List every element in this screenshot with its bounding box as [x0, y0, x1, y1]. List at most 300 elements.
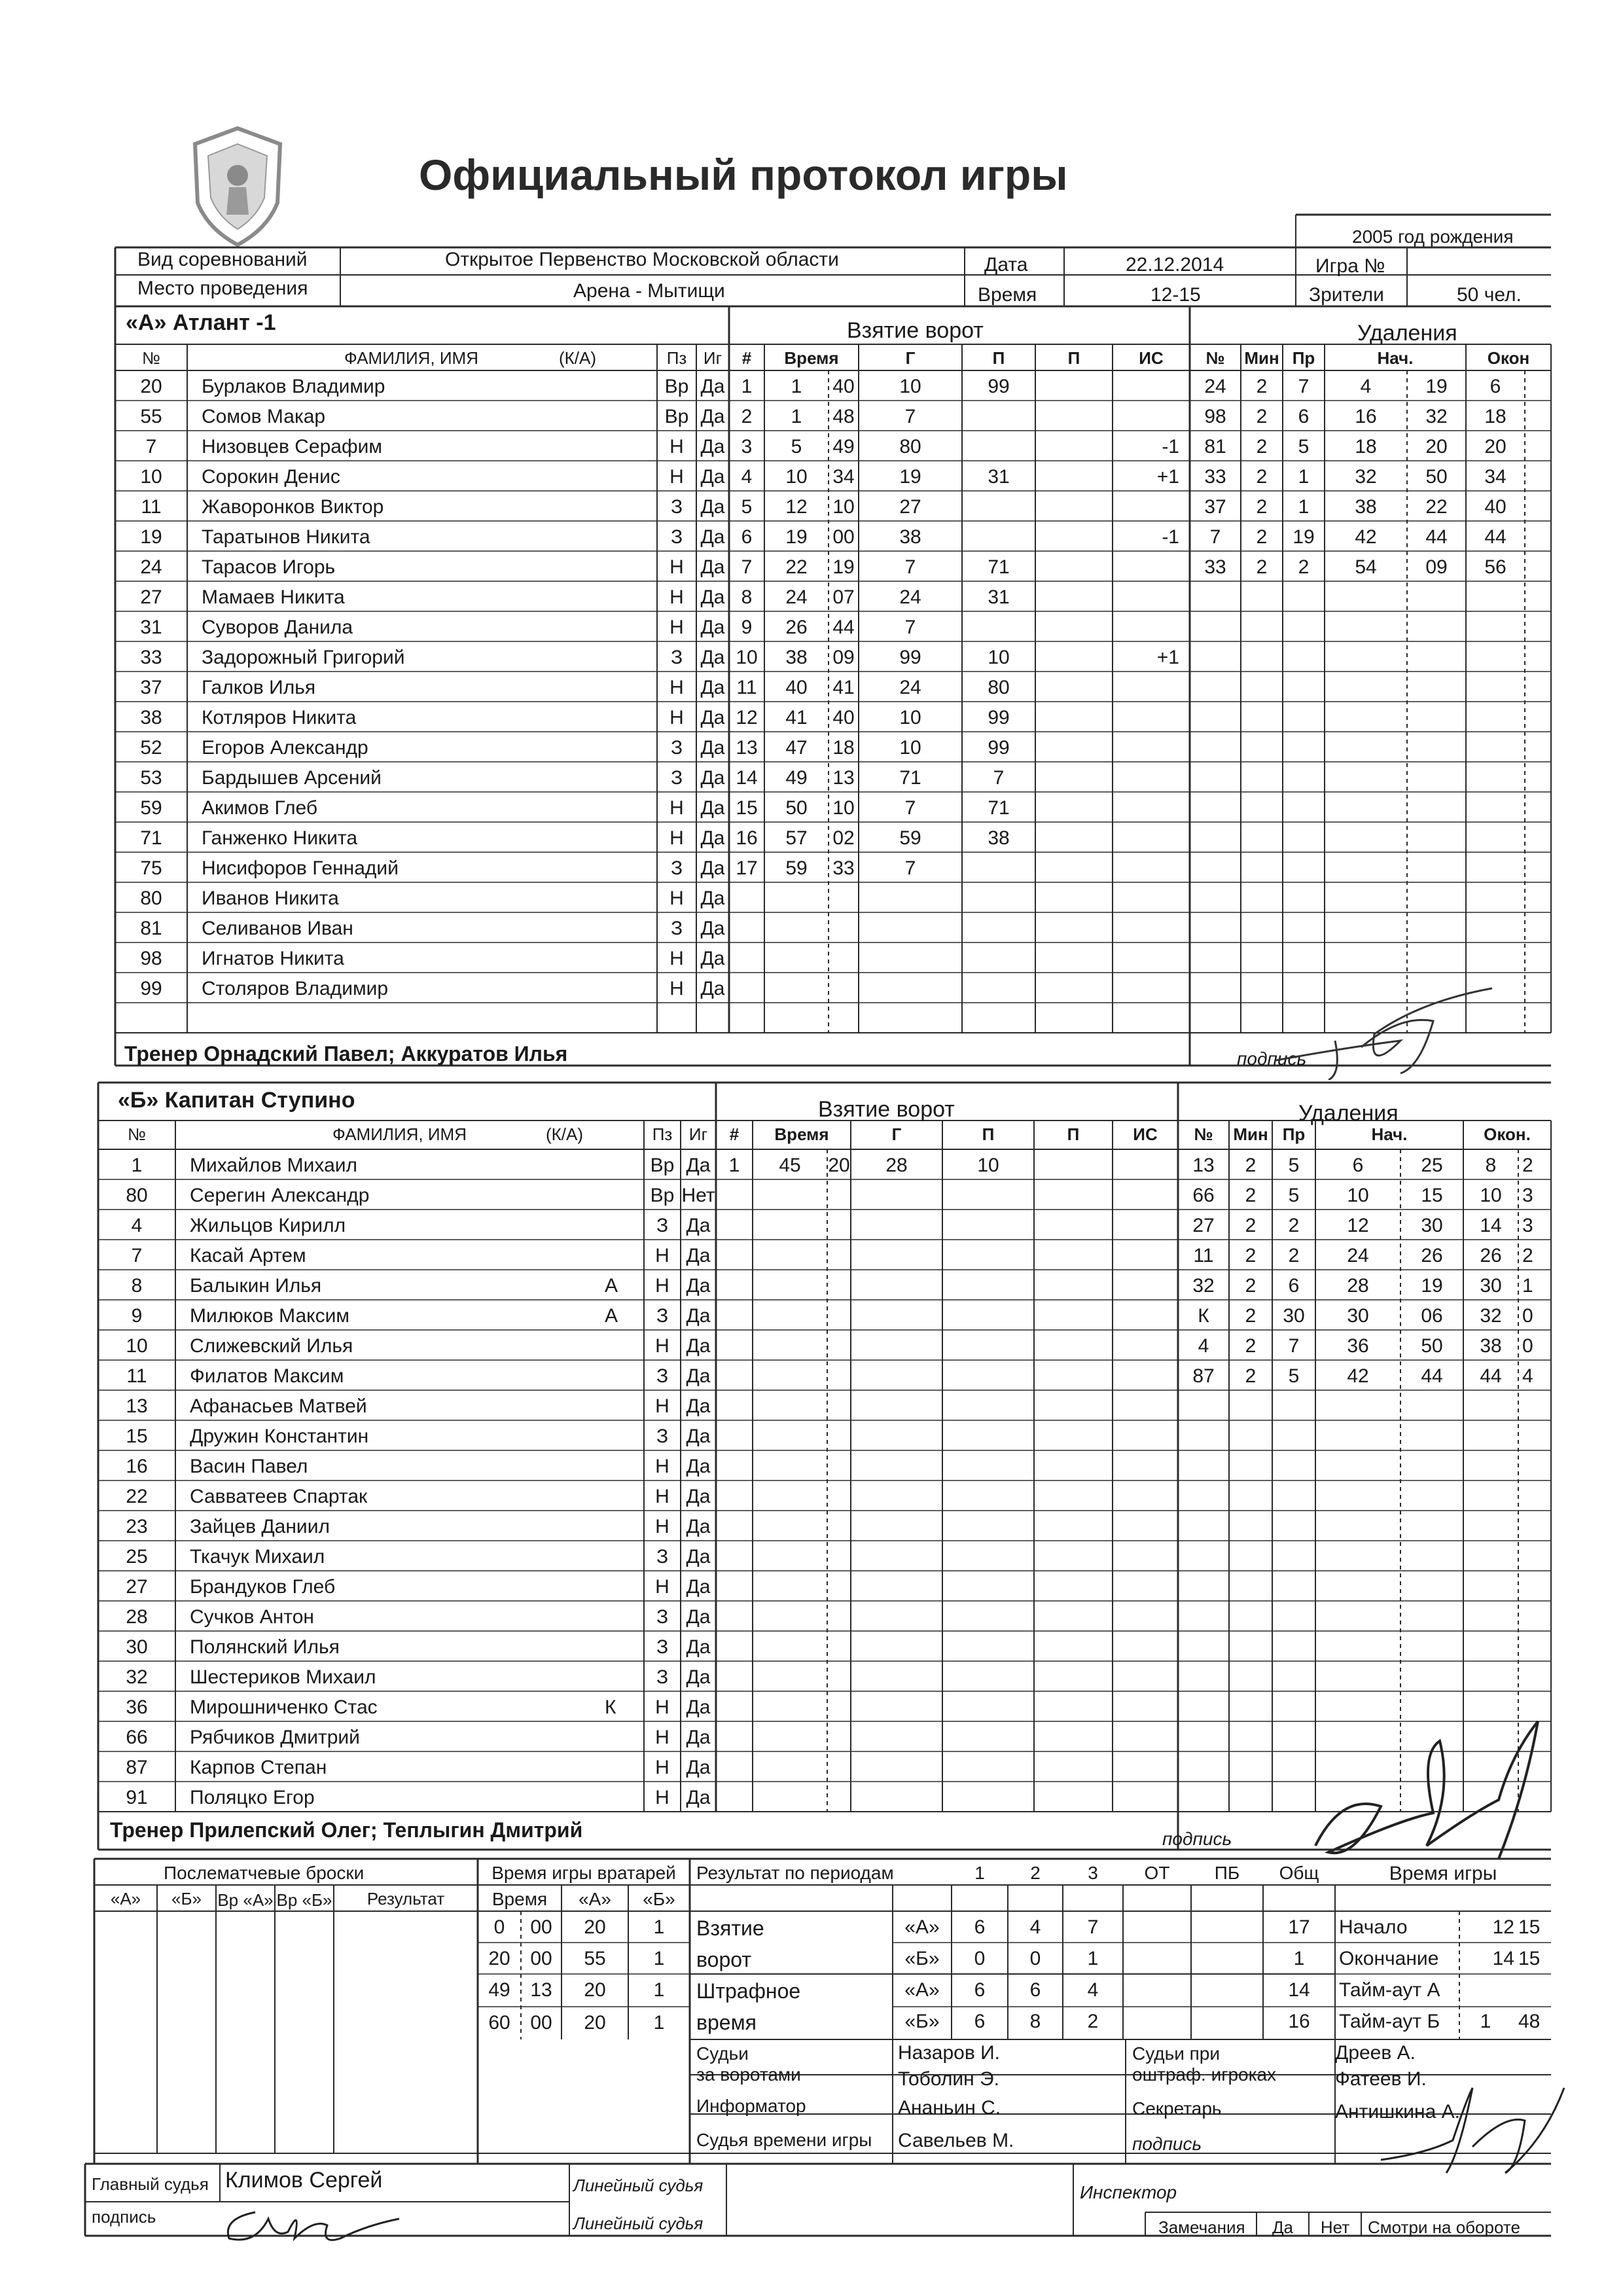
team-a-penalties-title: Удаления: [1357, 321, 1457, 346]
player-captain-mark: А: [605, 1305, 618, 1327]
goal-minute: 47: [785, 737, 808, 759]
goal-minute: 50: [785, 797, 808, 819]
goal-assist-1: 71: [988, 797, 1010, 819]
penalty-judges-label: Судьи при: [1132, 2043, 1221, 2064]
informer-name: Ананьин С.: [898, 2097, 1001, 2119]
player-number: 4: [131, 1215, 143, 1236]
player-name: Бардышев Арсений: [202, 767, 382, 789]
player-number: 98: [140, 948, 162, 969]
period-team-tag: «А»: [904, 1979, 940, 2001]
player-position: З: [670, 857, 683, 879]
header-assist-2: П: [1067, 1124, 1080, 1144]
player-position: Н: [655, 1787, 669, 1808]
period-value: 6: [1029, 1979, 1041, 2001]
player-number: 36: [126, 1696, 148, 1718]
goal-second: 49: [832, 436, 855, 457]
penalty-start-second: 32: [1425, 406, 1448, 427]
period-value: 0: [1029, 1948, 1041, 1969]
goal-assist-1: 31: [988, 466, 1010, 488]
team-a-goals-title: Взятие ворот: [847, 318, 984, 343]
player-position: З: [670, 737, 683, 759]
header-name: ФАМИЛИЯ, ИМЯ: [332, 1124, 467, 1144]
player-played: Да: [686, 1727, 711, 1748]
period-value: 8: [1029, 2011, 1041, 2032]
player-name: Зайцев Даниил: [190, 1516, 330, 1537]
player-position: Н: [669, 707, 684, 728]
player-name: Суворов Данила: [202, 617, 353, 638]
player-number: 38: [140, 707, 162, 728]
goal-assist-1: 10: [977, 1155, 999, 1176]
goal-number: 7: [741, 556, 753, 578]
player-position: Н: [669, 978, 684, 999]
header-played: Иг: [688, 1124, 708, 1144]
game-start-label: Начало: [1339, 1916, 1408, 1938]
penalty-reason: 19: [1293, 526, 1315, 548]
goal-scorer: 27: [899, 496, 921, 518]
date-value: 22.12.2014: [1126, 254, 1224, 276]
period-team-tag: «Б»: [904, 2011, 940, 2032]
goalie-minute: 20: [488, 1948, 510, 1969]
goalie-a-header: «А»: [579, 1889, 611, 1909]
penalty-minutes: 2: [1245, 1155, 1257, 1176]
header-pen-end: Окон: [1487, 348, 1530, 368]
player-name: Мирошниченко Стас: [190, 1696, 378, 1718]
goal-second: 33: [832, 857, 855, 879]
player-played: Да: [700, 857, 725, 879]
player-number: 33: [140, 647, 162, 668]
goal-second: 40: [832, 376, 855, 397]
player-captain-mark: А: [605, 1275, 618, 1297]
goalie-a-number: 20: [584, 1979, 606, 2001]
player-played: Да: [686, 1576, 711, 1598]
header-name: ФАМИЛИЯ, ИМЯ: [344, 348, 478, 368]
penalty-player: 11: [1193, 1245, 1214, 1266]
penalty-start-minute: 42: [1347, 1365, 1369, 1387]
goals-label: ворот: [696, 1948, 751, 1971]
player-number: 19: [140, 526, 162, 548]
goalie-time-title: Время игры вратарей: [491, 1863, 676, 1883]
penalty-player: 98: [1204, 406, 1226, 427]
penalty-minutes: 2: [1256, 466, 1268, 488]
player-name: Тарасов Игорь: [202, 556, 336, 578]
penalty-minutes: 2: [1256, 556, 1268, 578]
player-position: З: [670, 767, 683, 789]
goal-scorer: 7: [904, 406, 916, 427]
player-name: Жаворонков Виктор: [202, 496, 384, 518]
period-value: 6: [974, 2011, 986, 2032]
player-position: З: [670, 496, 683, 518]
place-label: Место проведения: [137, 278, 308, 299]
goal-number: 1: [728, 1155, 740, 1176]
player-name: Балыкин Илья: [190, 1275, 322, 1297]
penalty-judge-2: Фатеев И.: [1335, 2068, 1427, 2090]
player-played: Да: [700, 376, 725, 397]
player-played: Да: [686, 1215, 711, 1236]
header-pen-end: Окон.: [1484, 1124, 1531, 1144]
goal-second: 10: [832, 496, 855, 518]
chief-referee-name: Климов Сергей: [225, 2168, 383, 2193]
header-position: Пз: [666, 348, 687, 368]
player-number: 53: [140, 767, 162, 789]
penalty-minutes: 2: [1256, 436, 1268, 457]
player-played: Да: [686, 1516, 711, 1537]
player-number: 27: [126, 1576, 148, 1598]
team-b-penalties-title: Удаления: [1298, 1101, 1399, 1126]
player-position: З: [656, 1305, 669, 1327]
header-goal-scorer: Г: [905, 348, 916, 368]
player-position: З: [670, 918, 683, 939]
player-position: Н: [669, 617, 684, 638]
player-number: 80: [140, 888, 162, 909]
player-played: Да: [686, 1155, 711, 1176]
goal-second: 41: [832, 677, 855, 698]
player-position: Вр: [664, 406, 689, 427]
goal-assist-1: 38: [988, 827, 1010, 849]
penalty-start-minute: 12: [1347, 1215, 1369, 1236]
team-b-goals-title: Взятие ворот: [818, 1097, 955, 1122]
penalty-judges-label: оштраф. игроках: [1132, 2064, 1277, 2085]
competition-value: Открытое Первенство Московской области: [445, 249, 839, 270]
player-number: 10: [140, 466, 162, 488]
penalty-start-second: 44: [1421, 1365, 1443, 1387]
linesman-2-label: Линейный судья: [573, 2214, 704, 2233]
penalty-start-minute: 28: [1347, 1275, 1369, 1297]
penalty-end-minute: 10: [1480, 1185, 1502, 1206]
penalty-player: К: [1198, 1305, 1209, 1327]
goal-assist-1: 10: [988, 647, 1010, 668]
player-name: Брандуков Глеб: [190, 1576, 336, 1598]
goalie-minute: 60: [488, 2012, 510, 2034]
player-position: Н: [655, 1245, 669, 1266]
game-number-label: Игра №: [1315, 255, 1385, 277]
header-number: №: [142, 348, 160, 368]
shootout-title: Послематчевые броски: [164, 1863, 365, 1883]
penalty-start-second: 15: [1421, 1185, 1443, 1206]
place-value: Арена - Мытищи: [573, 280, 725, 302]
penalty-start-minute: 30: [1347, 1305, 1369, 1327]
header-goal-number: #: [741, 348, 752, 368]
player-position: Н: [655, 1395, 669, 1417]
period-header: 3: [1088, 1863, 1098, 1883]
goal-number: 12: [736, 707, 758, 728]
player-position: Н: [655, 1486, 669, 1507]
player-position: Н: [655, 1456, 669, 1477]
period-team-tag: «А»: [904, 1916, 940, 1938]
player-number: 32: [126, 1666, 148, 1688]
period-value: 16: [1288, 2011, 1310, 2032]
penalty-end-second: 0: [1522, 1305, 1533, 1327]
player-played: Нет: [681, 1185, 715, 1206]
header-goal-time: Время: [774, 1124, 829, 1144]
shootout-team-a: «А»: [110, 1889, 141, 1909]
header-pen-minutes: Мин: [1233, 1124, 1268, 1144]
penalty-player: 4: [1198, 1335, 1209, 1357]
penalty-player: 37: [1204, 496, 1226, 518]
goal-judges-label: за воротами: [696, 2064, 801, 2085]
penalty-end-minute: 18: [1484, 406, 1507, 427]
header-pen-start: Нач.: [1371, 1124, 1408, 1144]
player-number: 52: [140, 737, 162, 759]
player-number: 1: [131, 1155, 143, 1176]
player-played: Да: [700, 436, 725, 457]
penalty-end-minute: 8: [1485, 1155, 1497, 1176]
player-played: Да: [700, 888, 725, 909]
player-name: Егоров Александр: [202, 737, 368, 759]
penalty-start-minute: 18: [1355, 436, 1377, 457]
player-number: 8: [131, 1275, 143, 1297]
secretary-name: Антишкина А.: [1335, 2101, 1460, 2123]
goal-number: 4: [741, 466, 753, 488]
player-name: Серегин Александр: [190, 1185, 370, 1206]
player-name: Селиванов Иван: [202, 918, 353, 939]
player-name: Васин Павел: [190, 1456, 308, 1477]
goal-scorer: 7: [904, 857, 916, 879]
player-name: Слижевский Илья: [190, 1335, 353, 1357]
goal-minute: 24: [785, 586, 808, 608]
goal-scorer: 24: [899, 586, 921, 608]
player-number: 22: [126, 1486, 148, 1507]
player-number: 9: [131, 1305, 143, 1327]
penalty-end-minute: 44: [1484, 526, 1507, 548]
player-played: Да: [700, 466, 725, 488]
player-played: Да: [686, 1245, 711, 1266]
player-position: Н: [669, 436, 684, 457]
goal-strength: -1: [1162, 526, 1179, 548]
player-number: 91: [126, 1787, 148, 1808]
penalty-start-second: 25: [1421, 1155, 1443, 1176]
goal-scorer: 10: [899, 707, 921, 728]
penalty-minutes: 2: [1245, 1305, 1257, 1327]
goalie-a-number: 55: [584, 1948, 606, 1969]
player-position: Вр: [650, 1185, 675, 1206]
player-played: Да: [700, 737, 725, 759]
header-ka: (К/А): [546, 1124, 584, 1144]
player-name: Поляцко Егор: [190, 1787, 315, 1808]
penalty-reason: 2: [1298, 556, 1310, 578]
penalty-start-minute: 38: [1355, 496, 1377, 518]
period-header: Общ: [1279, 1863, 1319, 1883]
shootout-gk-b: Вр «Б»: [276, 1890, 332, 1910]
team-a-coach: Тренер Орнадский Павел; Аккуратов Илья: [124, 1042, 568, 1066]
header-number: №: [128, 1124, 146, 1144]
goal-minute: 5: [791, 436, 802, 457]
goal-minute: 57: [785, 827, 808, 849]
timekeeper-name: Савельев М.: [898, 2130, 1014, 2151]
player-number: 31: [140, 617, 162, 638]
player-captain-mark: К: [605, 1696, 616, 1718]
goal-minute: 19: [785, 526, 808, 548]
goalie-minute: 49: [488, 1979, 510, 2001]
goal-second: 44: [832, 617, 855, 638]
team-a-signature-label: подпись: [1237, 1049, 1307, 1069]
goal-assist-1: 99: [988, 707, 1010, 728]
goal-strength: +1: [1156, 647, 1179, 668]
player-played: Да: [700, 526, 725, 548]
penalty-minutes: 2: [1245, 1215, 1257, 1236]
player-number: 99: [140, 978, 162, 999]
timekeeper-label: Судья времени игры: [696, 2130, 872, 2150]
shootout-result: Результат: [366, 1889, 445, 1909]
goal-second: 19: [832, 556, 855, 578]
player-name: Иванов Никита: [202, 888, 339, 909]
penalty-start-minute: 42: [1355, 526, 1377, 548]
player-played: Да: [700, 707, 725, 728]
player-played: Да: [700, 647, 725, 668]
goal-minute: 10: [785, 466, 808, 488]
player-number: 23: [126, 1516, 148, 1537]
goal-minute: 1: [791, 376, 802, 397]
game-start-minute: 15: [1518, 1916, 1541, 1938]
player-name: Низовцев Серафим: [202, 436, 383, 457]
date-label: Дата: [984, 254, 1028, 276]
player-position: З: [656, 1426, 669, 1447]
goal-scorer: 19: [899, 466, 921, 488]
goal-minute: 1: [791, 406, 802, 427]
penalty-reason: 30: [1283, 1305, 1305, 1327]
competition-label: Вид соревнований: [137, 249, 308, 270]
penalty-minutes: 2: [1256, 496, 1268, 518]
goal-scorer: 24: [899, 677, 921, 698]
pim-label: время: [696, 2011, 757, 2034]
goal-assist-1: 99: [988, 376, 1010, 397]
penalty-end-minute: 26: [1480, 1245, 1502, 1266]
player-name: Нисифоров Геннадий: [202, 857, 399, 879]
team-b-signature-label: подпись: [1162, 1829, 1232, 1849]
goal-number: 6: [741, 526, 753, 548]
player-name: Шестериков Михаил: [190, 1666, 376, 1688]
player-played: Да: [686, 1787, 711, 1808]
goal-number: 14: [736, 767, 758, 789]
penalty-end-minute: 40: [1484, 496, 1507, 518]
player-position: Н: [669, 948, 684, 969]
penalty-end-second: 3: [1522, 1215, 1533, 1236]
player-name: Акимов Глеб: [202, 797, 318, 819]
player-number: 13: [126, 1395, 148, 1417]
player-played: Да: [700, 556, 725, 578]
header-pen-reason: Пр: [1292, 348, 1315, 368]
spectators-value: 50 чел.: [1457, 284, 1522, 306]
period-value: 14: [1288, 1979, 1310, 2001]
goal-minute: 59: [785, 857, 808, 879]
player-played: Да: [686, 1456, 711, 1477]
player-played: Да: [686, 1546, 711, 1568]
player-name: Задорожный Григорий: [202, 647, 405, 668]
period-value: 0: [974, 1948, 986, 1969]
goal-minute: 12: [785, 496, 808, 518]
goalie-second: 00: [530, 1916, 552, 1938]
penalty-start-second: 09: [1425, 556, 1448, 578]
penalty-minutes: 2: [1245, 1365, 1257, 1387]
goal-number: 3: [741, 436, 753, 457]
header-position: Пз: [652, 1124, 673, 1144]
penalty-start-second: 22: [1425, 496, 1448, 518]
penalty-judge-1: Дреев А.: [1335, 2042, 1416, 2064]
page-title: Официальный протокол игры: [419, 151, 1068, 199]
player-number: 71: [140, 827, 162, 849]
timeout-b-minute: 1: [1480, 2011, 1491, 2032]
goal-judge-1: Назаров И.: [898, 2042, 1000, 2064]
goalie-second: 13: [530, 1979, 552, 2001]
player-number: 30: [126, 1636, 148, 1658]
team-b-name: «Б» Капитан Ступино: [118, 1088, 355, 1113]
player-number: 11: [126, 1365, 147, 1387]
penalty-end-second: 3: [1522, 1185, 1533, 1206]
goal-number: 10: [736, 647, 758, 668]
player-played: Да: [686, 1666, 711, 1688]
penalty-reason: 5: [1288, 1155, 1300, 1176]
game-end-minute: 15: [1518, 1948, 1541, 1969]
player-number: 11: [141, 496, 162, 518]
goal-second: 40: [832, 707, 855, 728]
time-label: Время: [978, 284, 1037, 306]
header-pen-start: Нач.: [1377, 348, 1414, 368]
penalty-minutes: 2: [1245, 1335, 1257, 1357]
player-number: 7: [145, 436, 157, 457]
player-name: Бурлаков Владимир: [202, 376, 385, 397]
game-start-hour: 12: [1492, 1916, 1514, 1938]
remarks-label: Замечания: [1158, 2217, 1245, 2237]
penalty-reason: 7: [1288, 1335, 1300, 1357]
player-position: З: [656, 1666, 669, 1688]
penalty-start-minute: 36: [1347, 1335, 1369, 1357]
header-goal-number: #: [729, 1124, 740, 1144]
player-name: Сорокин Денис: [202, 466, 340, 488]
periods-title: Результат по периодам: [696, 1863, 894, 1883]
goal-minute: 38: [785, 647, 808, 668]
goal-number: 15: [736, 797, 758, 819]
player-position: Н: [655, 1335, 669, 1357]
goal-second: 18: [832, 737, 855, 759]
player-number: 66: [126, 1727, 148, 1748]
player-played: Да: [700, 797, 725, 819]
penalty-end-minute: 6: [1489, 376, 1501, 397]
period-value: 6: [974, 1916, 986, 1938]
penalty-end-second: 0: [1522, 1335, 1533, 1357]
penalty-player: 87: [1192, 1365, 1215, 1387]
penalty-reason: 5: [1298, 436, 1310, 457]
goal-assist-1: 80: [988, 677, 1010, 698]
header-assist-1: П: [982, 1124, 995, 1144]
header-pen-minutes: Мин: [1244, 348, 1279, 368]
goalie-b-header: «Б»: [643, 1889, 675, 1909]
player-name: Мамаев Никита: [202, 586, 345, 608]
goal-number: 9: [741, 617, 753, 638]
penalty-minutes: 2: [1256, 376, 1268, 397]
period-team-tag: «Б»: [904, 1948, 940, 1969]
player-number: 37: [140, 677, 162, 698]
player-position: Вр: [664, 376, 689, 397]
player-position: Вр: [650, 1155, 675, 1176]
goal-scorer: 10: [899, 376, 921, 397]
goal-second: 48: [832, 406, 855, 427]
header-goal-scorer: Г: [891, 1124, 902, 1144]
penalty-end-minute: 14: [1480, 1215, 1502, 1236]
goal-scorer: 59: [899, 827, 921, 849]
player-name: Михайлов Михаил: [190, 1155, 358, 1176]
player-name: Котляров Никита: [202, 707, 357, 728]
player-number: 10: [126, 1335, 148, 1357]
goal-second: 10: [832, 797, 855, 819]
penalty-reason: 1: [1298, 466, 1310, 488]
goal-judges-label: Судьи: [696, 2043, 749, 2064]
player-played: Да: [686, 1426, 711, 1447]
period-value: 1: [1293, 1948, 1305, 1969]
team-b-coach: Тренер Прилепский Олег; Теплыгин Дмитрий: [110, 1818, 583, 1842]
player-name: Дружин Константин: [190, 1426, 369, 1447]
penalty-start-second: 19: [1425, 376, 1448, 397]
goal-number: 13: [736, 737, 758, 759]
informer-label: Информатор: [696, 2096, 806, 2116]
